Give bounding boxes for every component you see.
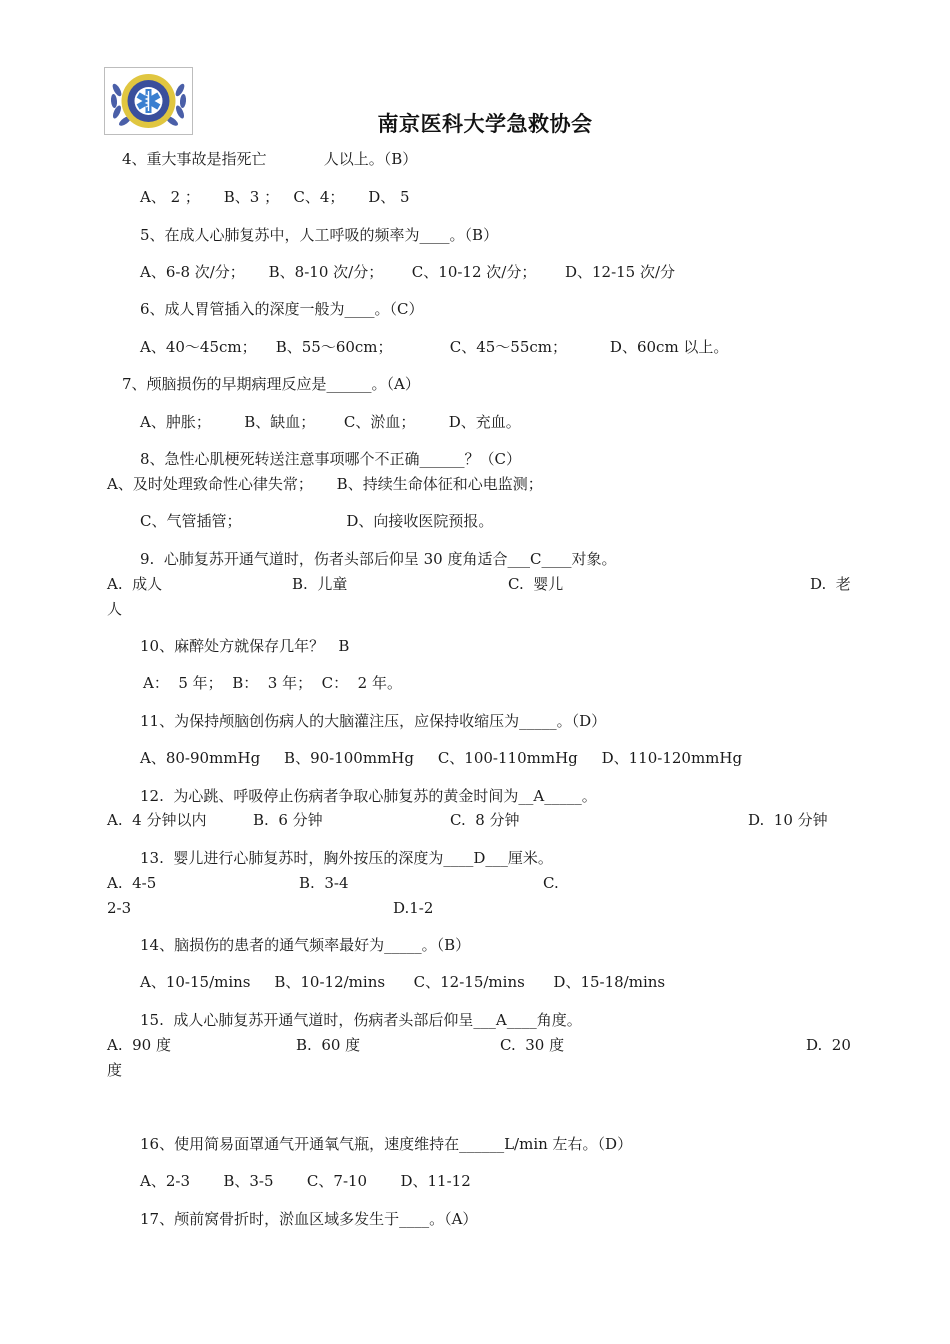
question-14: 14、脑损伤的患者的通气频率最好为_____。（B）: [140, 936, 471, 954]
question-9-option-d-wrap: 人: [107, 600, 123, 618]
question-13: 13. 婴儿进行心肺复苏时，胸外按压的深度为____D___厘米。: [140, 849, 553, 867]
question-7-options: A、肿胀； B、缺血； C、淤血； D、充血。: [140, 413, 521, 431]
question-13-option-d: D.1-2: [393, 899, 434, 917]
question-13-option-a: A. 4-5: [107, 874, 157, 892]
question-12-option-b: B. 6 分钟: [253, 811, 323, 829]
question-4: 4、重大事故是指死亡 人以上。（B）: [122, 150, 418, 168]
question-9: 9. 心肺复苏开通气道时，伤者头部后仰呈 30 度角适合___C____对象。: [140, 550, 617, 568]
question-5-options: A、6-8 次/分； B、8-10 次/分； C、10-12 次/分； D、12-15 次/分: [140, 263, 676, 281]
question-15-option-d-wrap: 度: [107, 1061, 123, 1079]
question-15-option-c: C. 30 度: [500, 1036, 565, 1054]
question-10-options: A： 5 年； B： 3 年； C： 2 年。: [143, 674, 402, 692]
question-9-option-d: D. 老: [810, 575, 851, 593]
question-6: 6、成人胃管插入的深度一般为____。（C）: [140, 300, 424, 318]
question-6-options: A、40～45cm； B、55～60cm； C、45～55cm； D、60cm 以上。: [140, 338, 729, 356]
question-4-options: A、 2 ； B、3 ； C、4； D、 5: [140, 188, 410, 206]
question-14-options: A、10-15/mins B、10-12/mins C、12-15/mins D、15-18/mins: [140, 973, 666, 991]
question-9-option-b: B. 儿童: [292, 575, 348, 593]
question-9-option-c: C. 婴儿: [508, 575, 564, 593]
question-12: 12. 为心跳、呼吸停止伤病者争取心肺复苏的黄金时间为__A_____。: [140, 787, 597, 805]
question-13-option-c-wrap: 2-3: [107, 899, 132, 917]
question-11-options: A、80-90mmHg B、90-100mmHg C、100-110mmHg D、110-120mmHg: [140, 749, 743, 767]
question-7: 7、颅脑损伤的早期病理反应是______。（A）: [122, 375, 420, 393]
question-12-option-a: A. 4 分钟以内: [107, 811, 207, 829]
question-13-option-b: B. 3-4: [299, 874, 349, 892]
page-title: 南京医科大学急救协会: [377, 112, 593, 136]
question-17: 17、颅前窝骨折时，淤血区域多发生于____。（A）: [140, 1210, 478, 1228]
question-12-option-d: D. 10 分钟: [748, 811, 828, 829]
question-16: 16、使用简易面罩通气开通氧气瓶，速度维持在______L/min 左右。（D）: [140, 1135, 633, 1153]
question-13-option-c: C.: [543, 874, 559, 892]
question-9-option-a: A. 成人: [107, 575, 163, 593]
question-15-option-a: A. 90 度: [107, 1036, 171, 1054]
question-8: 8、急性心肌梗死转送注意事项哪个不正确______？（C）: [140, 450, 522, 468]
question-16-options: A、2-3 B、3-5 C、7-10 D、11-12: [140, 1172, 471, 1190]
question-15: 15. 成人心肺复苏开通气道时，伤病者头部后仰呈___A____角度。: [140, 1011, 582, 1029]
question-11: 11、为保持颅脑创伤病人的大脑灌注压，应保持收缩压为_____。（D）: [140, 712, 607, 730]
question-5: 5、在成人心肺复苏中，人工呼吸的频率为____。（B）: [140, 226, 499, 244]
question-15-option-d: D. 20: [806, 1036, 851, 1054]
question-10: 10、麻醉处方就保存几年？ B: [140, 637, 350, 655]
question-12-option-c: C. 8 分钟: [450, 811, 520, 829]
question-8-options-b: C、气管插管； D、向接收医院预报。: [140, 512, 494, 530]
question-8-options-a: A、及时处理致命性心律失常； B、持续生命体征和心电监测；: [107, 475, 543, 493]
question-15-option-b: B. 60 度: [296, 1036, 361, 1054]
